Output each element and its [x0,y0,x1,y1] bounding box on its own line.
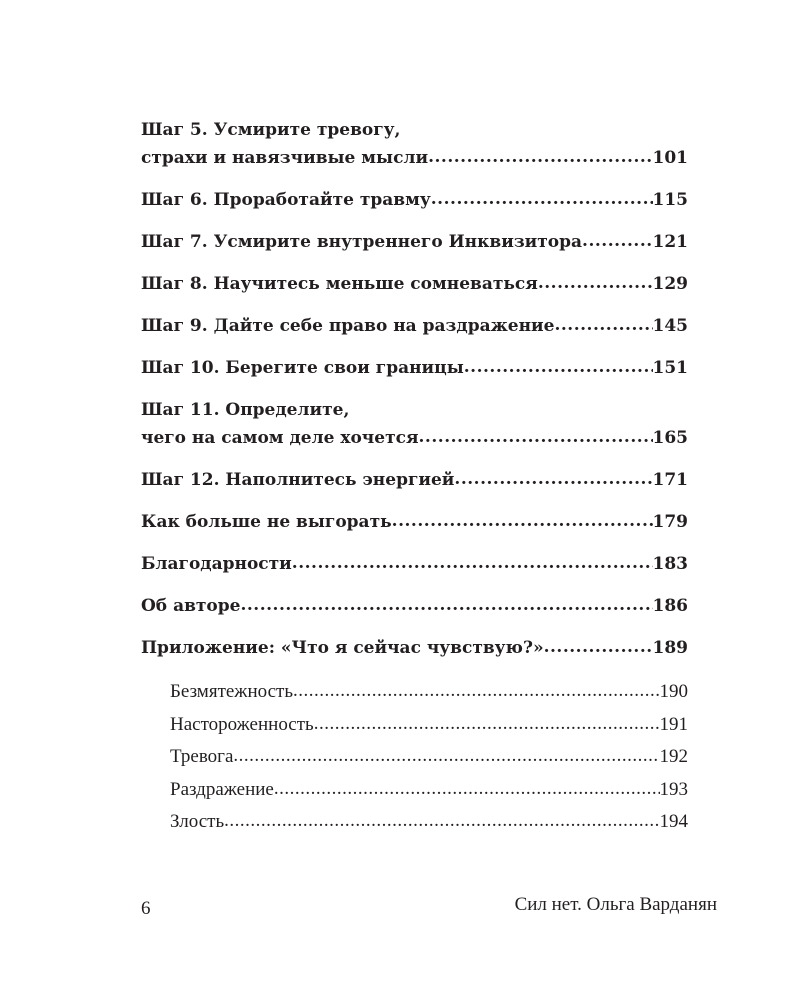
toc-entry-step-5 [141,116,688,172]
dot-leader [431,185,653,213]
dot-leader [293,675,660,708]
toc-subentry [170,806,688,839]
toc-subentry-page: 192 [659,746,688,767]
dot-leader [454,465,652,493]
toc-entry-page: 171 [652,470,688,490]
dot-leader [554,311,652,339]
toc-entry-appendix [141,634,688,662]
toc-subentry-page: 191 [659,713,688,735]
toc-entry-title: Шаг 7. Усмирите внутреннего Инквизитора [141,232,583,252]
toc-entry-step-11 [141,396,688,452]
toc-entry-page: 186 [652,596,688,616]
toc-entry-title: Благодарности [141,554,292,574]
toc-subentry-title: Безмятежность [170,681,293,702]
toc-entry-title: Шаг 12. Наполнитесь энергией [141,470,455,490]
toc-subentry [170,774,688,807]
toc-entry-title: Шаг 10. Берегите свои границы [141,358,464,378]
dot-leader [240,591,652,619]
toc-subentry-page: 193 [659,778,688,800]
toc-entry-page: 101 [652,148,688,168]
dot-leader [464,353,653,381]
toc-entry-page: 145 [652,316,688,336]
toc-entry-page: 165 [652,428,688,448]
toc-entry-page: 151 [652,358,688,378]
toc-entry-step-12 [141,466,688,494]
toc-entry-title: страхи и навязчивые мысли [141,148,429,168]
running-title: Сил нет. Ольга Варданян [514,894,717,915]
toc-subentry [170,709,688,742]
toc-subentry-page: 190 [659,681,688,702]
toc-entry-step-9 [141,312,688,340]
dot-leader [392,507,653,535]
toc-entry-title-part: Шаг 11. Определите, [141,400,350,420]
toc-entry-title-part: Шаг 5. Усмирите тревогу, [141,120,401,140]
toc-entry-page: 189 [652,638,688,658]
table-of-contents [141,116,688,839]
toc-entry-page: 183 [652,554,688,574]
toc-entry-step-7 [141,228,688,256]
toc-entry-page: 129 [652,274,688,294]
dot-leader [233,740,659,773]
toc-subentry-title: Раздражение [170,778,274,800]
toc-entry-title: Об авторе [141,596,241,616]
page-number: 6 [141,898,151,919]
toc-entry-title: Как больше не выгорать [141,512,392,532]
toc-entry-title: Шаг 6. Проработайте травму [141,190,431,210]
toc-entry-title: Шаг 9. Дайте себе право на раздражение [141,316,555,336]
dot-leader [582,227,652,255]
toc-entry-page: 121 [652,232,688,252]
toc-subentry-title: Настороженность [170,713,314,735]
dot-leader [428,143,652,171]
toc-subentry-title: Тревога [170,746,234,767]
toc-entry-acknowledgements [141,550,688,578]
dot-leader [544,633,653,661]
toc-entry-page: 179 [652,512,688,532]
toc-subentry-page: 194 [659,811,688,832]
toc-entry-page: 115 [652,190,688,210]
toc-entry-step-6 [141,186,688,214]
toc-entry-title: Приложение: «Что я сейчас чувствую?» [141,638,544,658]
toc-subentry [170,741,688,774]
dot-leader [274,773,660,806]
toc-entry-title: Шаг 8. Научитесь меньше сомневаться [141,274,538,294]
toc-entry-step-8 [141,270,688,298]
toc-entry-about-author [141,592,688,620]
appendix-subentries [141,676,688,839]
toc-entry-first-line [141,116,688,144]
toc-entry-step-10 [141,354,688,382]
toc-entry-burnout [141,508,688,536]
toc-entry-title: чего на самом деле хочется [141,428,419,448]
dot-leader [224,805,659,838]
dot-leader [314,708,660,741]
dot-leader [292,549,653,577]
toc-subentry-title: Злость [170,811,225,832]
dot-leader [419,423,653,451]
dot-leader [538,269,653,297]
toc-entry-first-line [141,396,688,424]
toc-subentry [170,676,688,709]
